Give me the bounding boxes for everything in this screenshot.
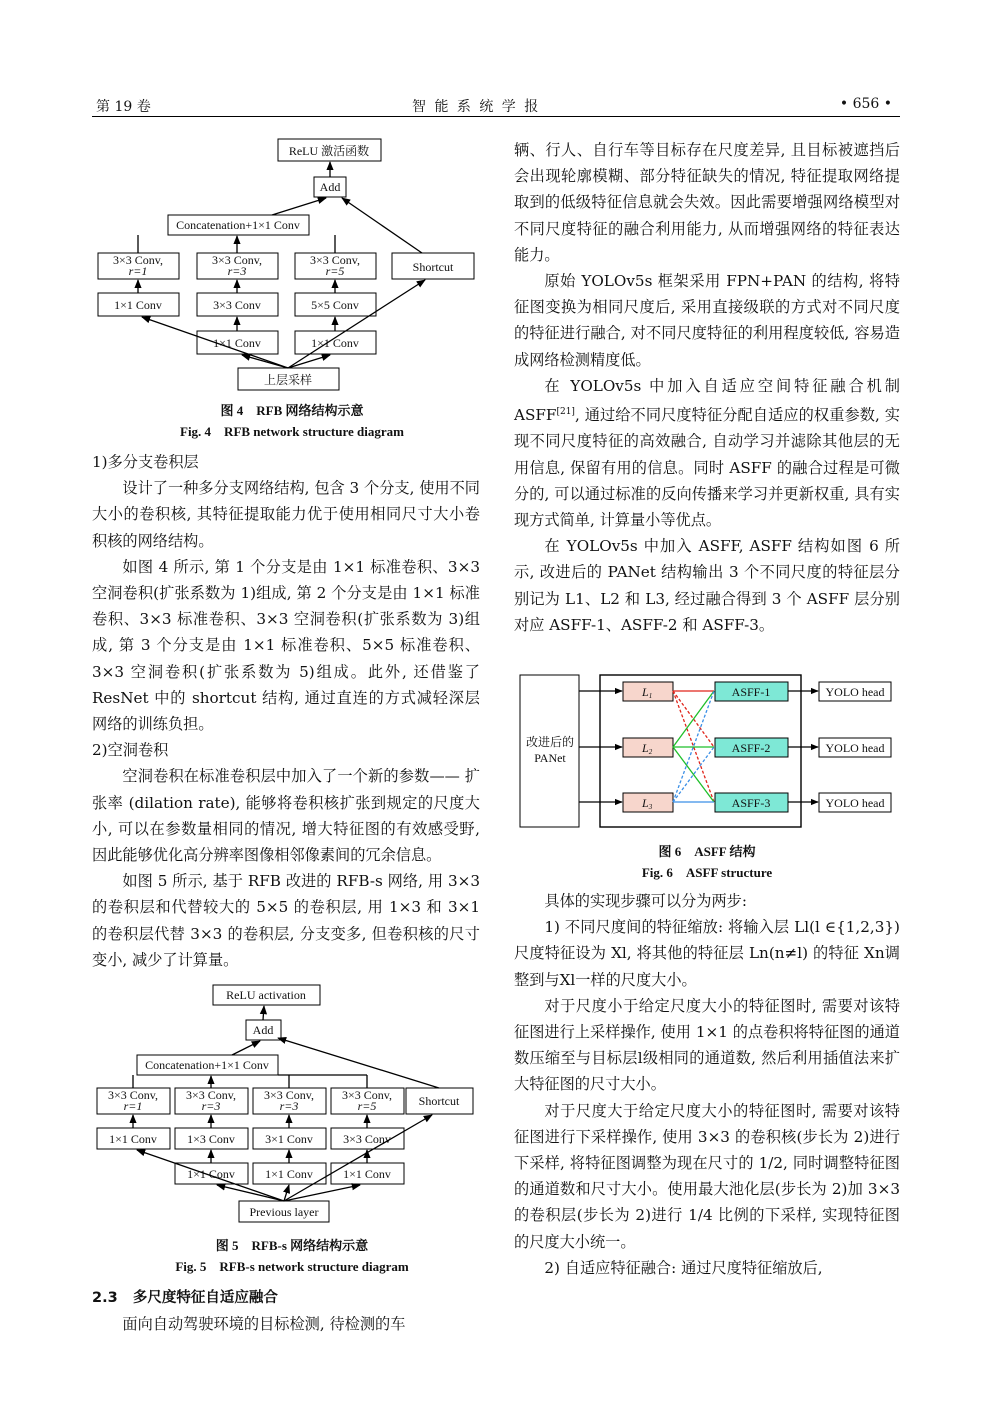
right-column-upper: [514, 137, 900, 638]
yolo-head-2: YOLO head: [825, 741, 885, 755]
figure-5-caption: [92, 1235, 492, 1277]
paragraph: [514, 373, 900, 533]
paragraph: 具体的实现步骤可以分为两步:: [544, 892, 747, 910]
page-number: • 656 •: [839, 96, 892, 112]
shortcut-node: Shortcut: [412, 260, 454, 274]
paragraph: 如图 5 所示, 基于 RFB 改进的 RFB-s 网络, 用 3×3 的卷积层和代替较大的 5×5 的卷积层, 用 1×3 和 3×1 的卷积层代替 3×3 的卷积层, 分支变多, 但卷积核的尺寸变小, 减少了计算量。: [92, 872, 480, 969]
paragraph-part: 在 YOLOv5s 中加入自适应空间特征融合机制 ASFF: [514, 376, 900, 425]
paragraph: 原始 YOLOv5s 框架采用 FPN+PAN 的结构, 将特征图变换为相同尺度后, 采用直接级联的方式对不同尺度的特征进行融合, 对不同尺度特征的利用程度较低, 容易造成网络检测精度低。: [514, 272, 900, 369]
paragraph: 空洞卷积在标准卷积层中加入了一个新的参数—— 扩张率 (dilation rate), 能够将卷积核扩张到规定的尺度大小, 可以在参数量相同的情况, 增大特征图的有效感受野, 因此能够优化高分辨率图像相邻像素间的冗余信息。: [92, 767, 480, 865]
concat-node: Concatenation+1×1 Conv: [145, 1058, 269, 1072]
paragraph: 如图 4 所示, 第 1 个分支是由 1×1 标准卷积、3×3 空洞卷积(扩张系数为 1)组成, 第 2 个分支是由 1×1 标准卷积、3×3 标准卷积、3×3 空洞卷积(扩张系数为 3)组成, 第 3 个分支是由 1×1 标准卷积、5×5 标准卷积、3×3 空洞卷积(扩张系数为 5)组成。此外, 还借鉴了 ResNet 中的 shortcut 结构, 通过直连的方式减轻深层网络的训练负担。: [92, 557, 480, 734]
shortcut-node: Shortcut: [418, 1094, 460, 1108]
svg-text:L2: L2: [642, 741, 653, 756]
subheading-multibranch: 1)多分支卷积层: [92, 453, 199, 471]
figure-6-caption-en: Fig. 6 ASFF structure: [641, 865, 773, 880]
figure-4-diagram: [92, 132, 492, 394]
asff3-label: ASFF-3: [731, 796, 771, 810]
section-heading: [92, 1284, 480, 1311]
conv-3x3: 3×3 Conv: [343, 1132, 391, 1146]
branch1-dilated: 3×3 Conv, r=1: [113, 253, 163, 278]
paragraph: 对于尺度小于给定尺度大小的特征图时, 需要对该特征图进行上采样操作, 使用 1×1 的点卷积将特征图的通道数压缩至与目标层l级相同的通道数, 然后利用插值法来扩大特征图的尺寸大小。: [514, 996, 900, 1094]
conv-1x1-c: 1×1 Conv: [265, 1167, 313, 1181]
section-title: 多尺度特征自适应融合: [132, 1290, 278, 1306]
asff2-label: ASFF-2: [731, 741, 771, 755]
svg-text:L1: L1: [642, 685, 653, 700]
right-column-lower: [514, 888, 900, 1281]
volume-label: 第 19 卷: [96, 99, 151, 115]
conv-3x3: 3×3 Conv: [213, 298, 261, 312]
conv-1x1-b: 1×1 Conv: [187, 1167, 235, 1181]
figure-4-caption-cn: 图 4 RFB 网络结构示意: [220, 403, 364, 418]
running-header: [92, 94, 900, 117]
branch3-dilated: 3×3 Conv, r=5: [310, 253, 360, 278]
conv-1x1-c: 1×1 Conv: [311, 336, 359, 350]
journal-title: 智 能 系 统 学 报: [412, 99, 541, 115]
yolo-head-1: YOLO head: [825, 685, 885, 699]
paragraph: 辆、行人、自行车等目标存在尺度差异, 且目标被遮挡后会出现轮廓模糊、部分特征缺失的情况, 特征提取网络提取到的低级特征信息就会失效。因此需要增强网络模型对不同尺度特征的融合利用能力, 从而增强网络的特征表达能力。: [514, 141, 900, 264]
citation-ref: [21]: [556, 407, 575, 418]
figure-6-diagram: [514, 670, 900, 836]
conv-5x5: 5×5 Conv: [311, 298, 359, 312]
left-column-lower: [92, 1284, 480, 1337]
fig4-arrows: [138, 162, 425, 368]
concat-node: Concatenation+1×1 Conv: [176, 218, 300, 232]
input-node: Previous layer: [249, 1205, 319, 1219]
paragraph: 在 YOLOv5s 中加入 ASFF, ASFF 结构如图 6 所示, 改进后的 PANet 结构输出 3 个不同尺度的特征层分别记为 L1、L2 和 L3, 经过融合得到 3 个 ASFF 层分别对应 ASFF-1、ASFF-2 和 ASFF-3。: [514, 537, 900, 634]
subheading-dilated-conv: 2)空洞卷积: [92, 741, 169, 760]
paragraph: 对于尺度大于给定尺度大小的特征图时, 需要对该特征图进行下采样操作, 使用 3×3 的卷积核(步长为 2)进行下采样, 将特征图调整为现在尺寸的 1/2, 同时调整特征图的通道数和尺寸大小。使用最大池化层(步长为 2)加 3×3 的卷积层(步长为 2)进行 1/4 比例的下采样, 实现特征图的尺度大小统一。: [514, 1101, 900, 1251]
figure-4-caption: [92, 400, 492, 442]
add-node: Add: [252, 1023, 274, 1037]
paragraph-part: , 通过给不同尺度特征分配自适应的权重参数, 实现不同尺度特征的高效融合, 自动学习并滤除其他层的无用信息, 保留有用的信息。同时 ASFF 的融合过程是可微分的, 可以通过标准的反向传播来学习并更新权重, 具有实现方式简单, 计算量小等优点。: [514, 406, 900, 529]
input-node: 上层采样: [263, 373, 313, 387]
section-number: 2.3: [92, 1290, 118, 1306]
fusion-arrows: [673, 691, 714, 802]
panet-label: 改进后的 PANet: [525, 735, 575, 765]
yolo-head-3: YOLO head: [825, 796, 885, 810]
asff1-label: ASFF-1: [731, 685, 771, 699]
branch1-dilated: 3×3 Conv, r=1: [108, 1088, 158, 1113]
conv-1x3: 1×3 Conv: [187, 1132, 235, 1146]
branch2-dilated: 3×3 Conv, r=3: [212, 253, 262, 278]
conv-1x1-a: 1×1 Conv: [109, 1132, 157, 1146]
paragraph: 1) 不同尺度间的特征缩放: 将输入层 Ll(l ∈{1,2,3}) 尺度特征设为 Xl, 将其他的特征层 Ln(n≠l) 的特征 Xn调整到与Xl一样的尺度大小。: [514, 918, 900, 989]
figure-6-caption: [514, 841, 900, 883]
paragraph: 设计了一种多分支网络结构, 包含 3 个分支, 使用不同大小的卷积核, 其特征提取能力优于使用相同尺寸大小卷积核的网络结构。: [92, 479, 480, 550]
conv-3x1: 3×1 Conv: [265, 1132, 313, 1146]
paragraph: 2) 自适应特征融合: 通过尺度特征缩放后,: [544, 1258, 823, 1277]
add-node: Add: [319, 180, 341, 194]
figure-5-diagram: [92, 980, 492, 1230]
figure-4-caption-en: Fig. 4 RFB network structure diagram: [180, 424, 404, 439]
conv-1x1-d: 1×1 Conv: [343, 1167, 391, 1181]
branch4-dilated: 3×3 Conv, r=5: [342, 1088, 392, 1113]
branch3-dilated: 3×3 Conv, r=3: [264, 1088, 314, 1113]
svg-text:L3: L3: [642, 796, 653, 811]
conv-1x1-b: 1×1 Conv: [213, 336, 261, 350]
left-column-upper: [92, 449, 480, 973]
figure-5-caption-cn: 图 5 RFB-s 网络结构示意: [215, 1238, 369, 1253]
relu-node: ReLU 激活函数: [288, 144, 370, 158]
figure-5-caption-en: Fig. 5 RFB-s network structure diagram: [175, 1259, 409, 1274]
relu-node: ReLU activation: [226, 988, 306, 1002]
paragraph: 面向自动驾驶环境的目标检测, 待检测的车: [122, 1315, 406, 1334]
branch2-dilated: 3×3 Conv, r=3: [186, 1088, 236, 1113]
conv-1x1-a: 1×1 Conv: [114, 298, 162, 312]
figure-6-caption-cn: 图 6 ASFF 结构: [658, 844, 756, 859]
